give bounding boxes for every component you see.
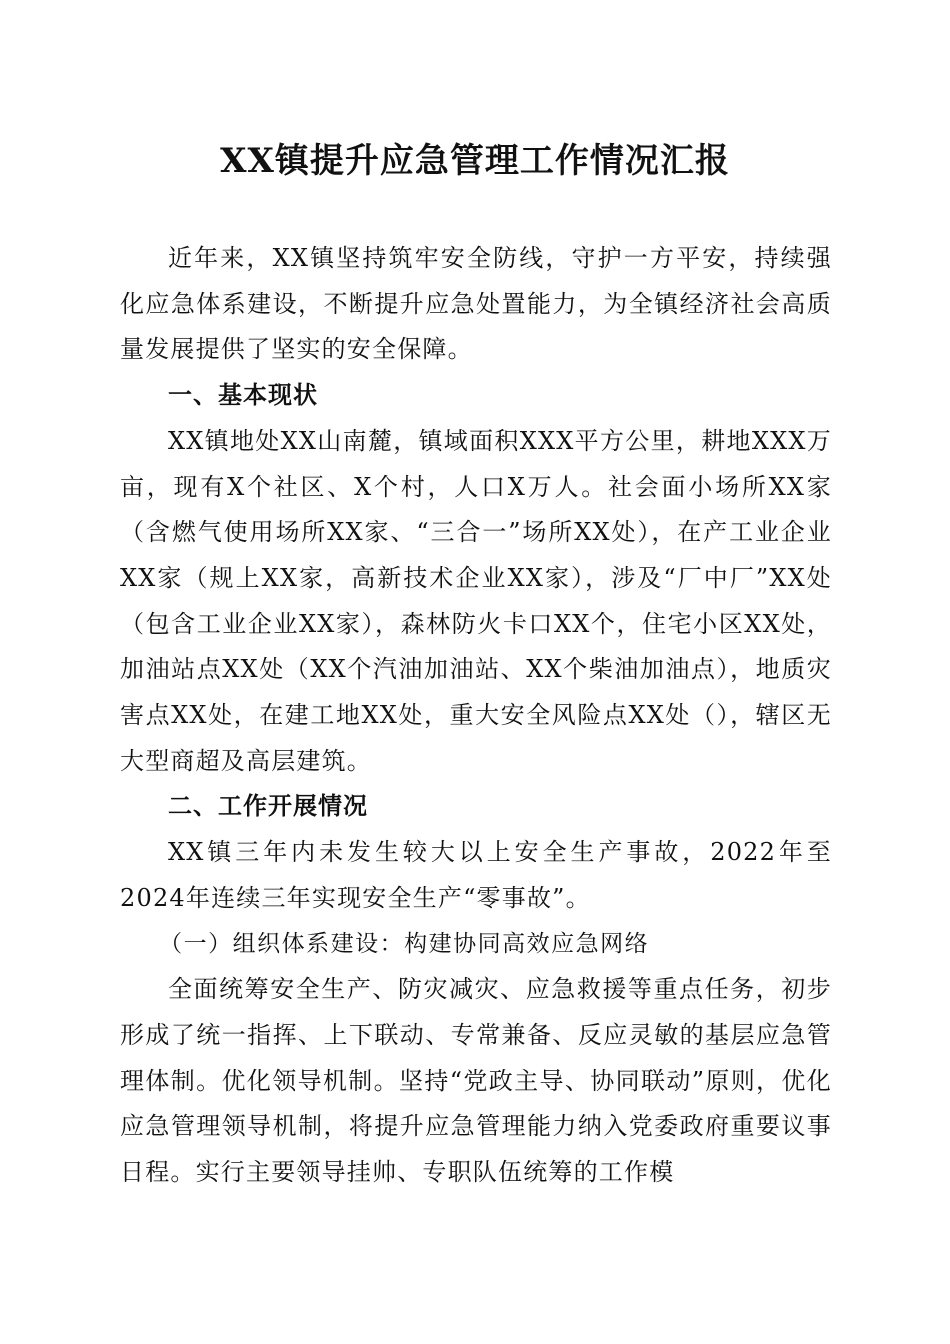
organization-paragraph: 全面统筹安全生产、防灾减灾、应急救援等重点任务，初步形成了统一指挥、上下联动、专常兼备、反应灵敏的基层应急管理体制。优化领导机制。坚持“党政主导、协同联动”原则，优化应急管理领导机制，将提升应急管理能力纳入党委政府重要议事日程。实行主要领导挂帅、专职队伍统筹的工作模 bbox=[120, 975, 832, 1187]
document-body bbox=[120, 236, 832, 1196]
document-title: XX镇提升应急管理工作情况汇报 bbox=[220, 141, 730, 181]
basic-status-paragraph: XX镇地处XX山南麓，镇域面积XXX平方公里，耕地XXX万亩，现有X个社区、X个村，人口X万人。社会面小场所XX家（含燃气使用场所XX家、“三合一”场所XX处），在产工业企业XX家（规上XX家，高新技术企业XX家），涉及“厂中厂”XX处（包含工业企业XX家），森林防火卡口XX个，住宅小区XX处，加油站点XX处（XX个汽油加油站、XX个柴油加油点），地质灾害点XX处，在建工地XX处，重大安全风险点XX处（），辖区无大型商超及高层建筑。 bbox=[120, 426, 832, 775]
section-heading-work-progress: 二、工作开展情况 bbox=[168, 792, 368, 821]
subsection-heading-organization: （一）组织体系建设：构建协同高效应急网络 bbox=[159, 930, 650, 957]
intro-paragraph: 近年来，XX镇坚持筑牢安全防线，守护一方平安，持续强化应急体系建设，不断提升应急处置能力，为全镇经济社会高质量发展提供了坚实的安全保障。 bbox=[120, 244, 832, 364]
section-heading-basic-status: 一、基本现状 bbox=[168, 381, 318, 410]
work-progress-paragraph: XX镇三年内未发生较大以上安全生产事故，2022年至2024年连续三年实现安全生产“零事故”。 bbox=[120, 838, 832, 912]
